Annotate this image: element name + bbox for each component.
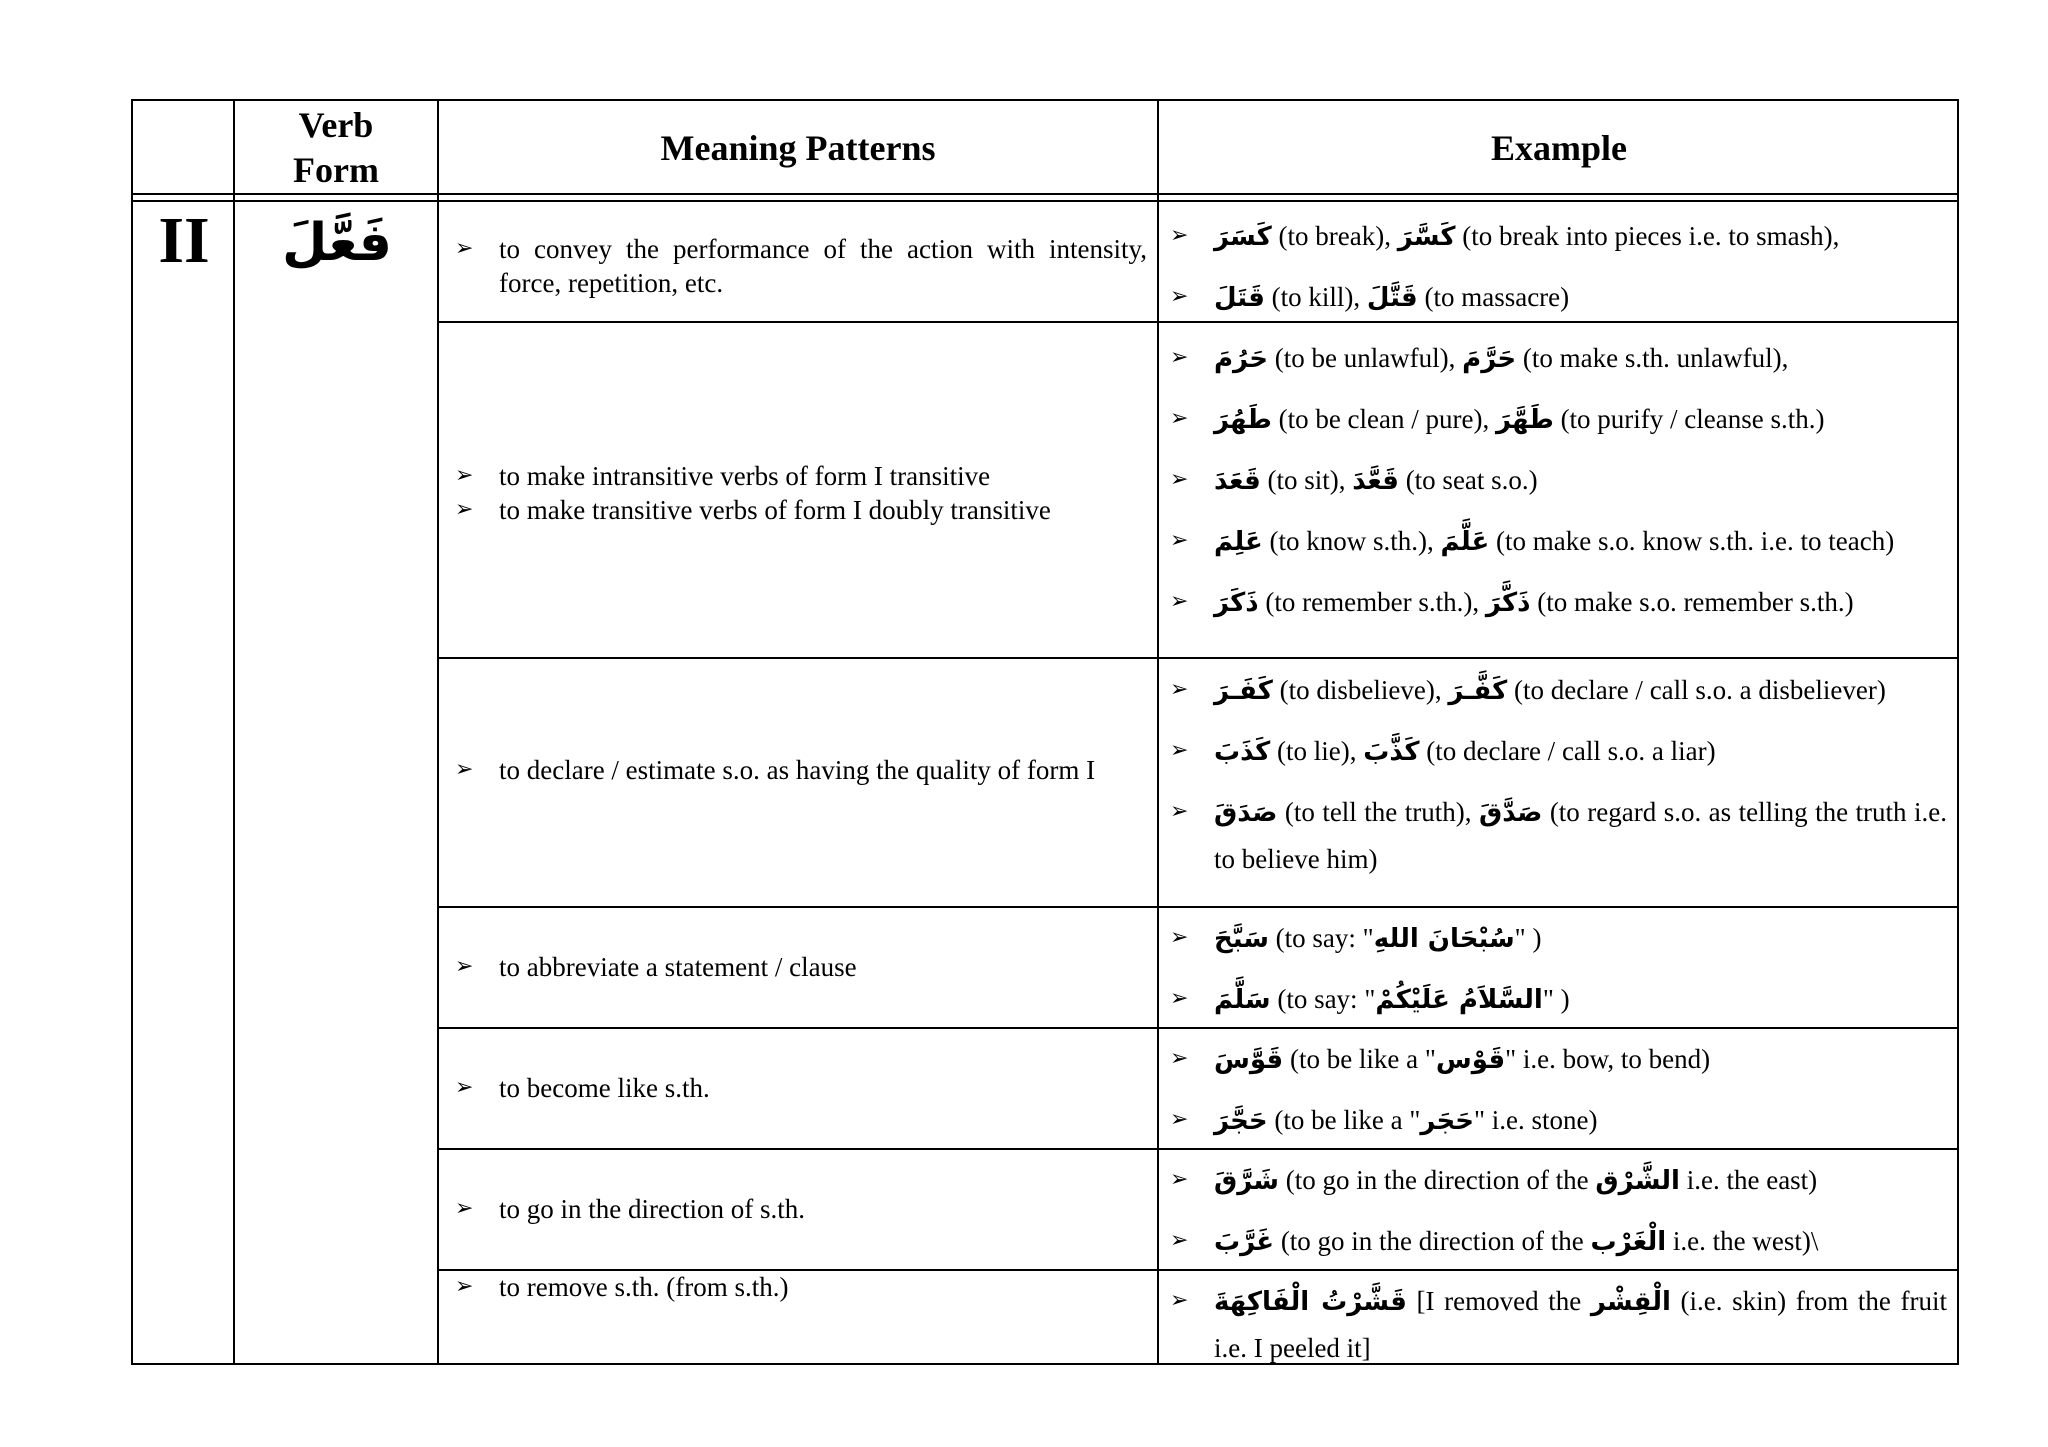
header-meaning-patterns — [439, 101, 1157, 195]
arabic-word: قَوْس — [1435, 1045, 1506, 1075]
example-text: (to kill), — [1264, 282, 1367, 312]
example-entry — [1170, 213, 1947, 260]
bullet-arrow-icon: ➢ — [455, 954, 474, 979]
bullet-arrow-icon: ➢ — [1170, 284, 1189, 309]
header-verb-form-label: Verb Form — [293, 105, 379, 190]
bullet-arrow-icon: ➢ — [1170, 345, 1189, 370]
example-text: (to be like a " — [1267, 1105, 1421, 1135]
meaning-pattern-text: to convey the performance of the action with intensity, force, repetition, etc. — [499, 234, 1147, 298]
arabic-word: الْقِشْر — [1590, 1287, 1671, 1317]
verb-form-table — [131, 99, 1959, 1365]
example-cell — [1159, 1278, 1959, 1371]
form-pattern-arabic: فَعَّلَ — [282, 213, 392, 273]
meaning-pattern — [455, 1270, 1147, 1304]
example-cell — [1159, 915, 1959, 1023]
example-entry — [1170, 457, 1947, 504]
example-text: (to disbelieve), — [1272, 675, 1449, 705]
example-text: (to break into pieces i.e. to smash), — [1455, 221, 1840, 251]
bullet-arrow-icon: ➢ — [1170, 406, 1189, 431]
example-text: (to sit), — [1260, 465, 1353, 495]
example-entry — [1170, 728, 1947, 775]
meaning-pattern-text: to remove s.th. (from s.th.) — [499, 1272, 789, 1302]
example-text: (to be like a " — [1283, 1044, 1436, 1074]
arabic-word: حَجَر — [1420, 1106, 1475, 1136]
example-entry — [1170, 274, 1947, 321]
arabic-word: عَلَّمَ — [1440, 527, 1490, 557]
example-entry — [1170, 1036, 1947, 1083]
bullet-arrow-icon: ➢ — [455, 463, 474, 488]
meaning-cell — [439, 1270, 1159, 1304]
example-cell — [1159, 213, 1959, 321]
header-verb-form — [235, 101, 437, 195]
arabic-word: كَفَّـرَ — [1448, 676, 1508, 706]
arabic-word: صَدَقَ — [1214, 798, 1278, 828]
arabic-word: كَذَبَ — [1214, 737, 1271, 767]
bullet-arrow-icon: ➢ — [455, 497, 474, 522]
meaning-cell — [439, 1192, 1159, 1226]
bullet-arrow-icon: ➢ — [1170, 589, 1189, 614]
example-cell — [1159, 667, 1959, 882]
example-cell — [1159, 1036, 1959, 1144]
column-divider — [233, 101, 235, 1363]
bullet-arrow-icon: ➢ — [1170, 528, 1189, 553]
example-text: " i.e. bow, to bend) — [1505, 1044, 1711, 1074]
header-example — [1159, 101, 1959, 195]
row-divider — [437, 906, 1957, 908]
bullet-arrow-icon: ➢ — [455, 1274, 474, 1299]
arabic-word: الْغَرْب — [1590, 1227, 1667, 1257]
meaning-cell — [439, 232, 1159, 300]
arabic-word: حَجَّرَ — [1214, 1106, 1268, 1136]
example-cell — [1159, 335, 1959, 626]
example-text: " ) — [1514, 923, 1542, 953]
bullet-arrow-icon: ➢ — [1170, 1228, 1189, 1253]
meaning-pattern — [455, 1071, 1147, 1105]
example-text: (i.e. skin) from the fruit i.e. I peeled it] — [1214, 1286, 1947, 1363]
example-entry — [1170, 789, 1947, 882]
meaning-pattern-text: to abbreviate a statement / clause — [499, 952, 857, 982]
example-text: (to be clean / pure), — [1271, 404, 1496, 434]
example-entry — [1170, 518, 1947, 565]
meaning-pattern-text: to declare / estimate s.o. as having the quality of form I — [499, 755, 1096, 785]
bullet-arrow-icon: ➢ — [455, 1196, 474, 1221]
bullet-arrow-icon: ➢ — [455, 236, 474, 261]
example-entry — [1170, 976, 1947, 1023]
meaning-cell — [439, 1071, 1159, 1105]
arabic-word: قَعَدَ — [1214, 466, 1261, 496]
bullet-arrow-icon: ➢ — [1170, 1288, 1189, 1313]
example-text: (to declare / call s.o. a liar) — [1419, 736, 1716, 766]
meaning-pattern-text: to make intransitive verbs of form I transitive — [499, 461, 991, 491]
arabic-word: شَرَّقَ — [1214, 1166, 1279, 1196]
bullet-arrow-icon: ➢ — [1170, 677, 1189, 702]
arabic-word: الشَّرْق — [1595, 1166, 1680, 1196]
example-text: i.e. the east) — [1679, 1165, 1818, 1195]
example-text: [I removed the — [1406, 1286, 1591, 1316]
example-cell — [1159, 1157, 1959, 1265]
example-text: (to lie), — [1270, 736, 1364, 766]
example-text: (to declare / call s.o. a disbeliever) — [1507, 675, 1886, 705]
example-text: (to seat s.o.) — [1398, 465, 1538, 495]
example-text: (to tell the truth), — [1277, 797, 1479, 827]
example-text: (to purify / cleanse s.th.) — [1553, 404, 1825, 434]
arabic-word: صَدَّقَ — [1478, 798, 1543, 828]
example-entry — [1170, 1097, 1947, 1144]
example-text: (to regard s.o. as telling the truth i.e. to believe him) — [1214, 797, 1947, 874]
header-example-label: Example — [1490, 127, 1627, 168]
meaning-cell — [439, 459, 1159, 527]
arabic-word: سَبَّحَ — [1214, 924, 1269, 954]
meaning-pattern — [455, 950, 1147, 984]
bullet-arrow-icon: ➢ — [1170, 986, 1189, 1011]
arabic-word: غَرَّبَ — [1214, 1227, 1275, 1257]
arabic-word: طَهُرَ — [1214, 405, 1272, 435]
arabic-word: كَسَرَ — [1214, 222, 1272, 252]
bullet-arrow-icon: ➢ — [1170, 925, 1189, 950]
arabic-word: قَشَّرْتُ الْفَاكِهَةَ — [1214, 1287, 1407, 1317]
arabic-word: ذَكَرَ — [1214, 588, 1259, 618]
arabic-word: حَرُمَ — [1214, 344, 1268, 374]
example-entry — [1170, 667, 1947, 714]
arabic-word: طَهَّرَ — [1495, 405, 1554, 435]
example-text: (to make s.o. know s.th. i.e. to teach) — [1489, 526, 1895, 556]
arabic-word: حَرَّمَ — [1462, 344, 1517, 374]
bullet-arrow-icon: ➢ — [1170, 467, 1189, 492]
example-text: (to massacre) — [1417, 282, 1570, 312]
example-text: (to go in the direction of the — [1274, 1226, 1591, 1256]
bullet-arrow-icon: ➢ — [1170, 799, 1189, 824]
example-text: " i.e. stone) — [1474, 1105, 1598, 1135]
example-text: (to go in the direction of the — [1279, 1165, 1596, 1195]
arabic-word: قَتَّلَ — [1366, 283, 1418, 313]
meaning-pattern-text: to go in the direction of s.th. — [499, 1194, 805, 1224]
row-divider — [437, 1148, 1957, 1150]
meaning-pattern — [455, 459, 1147, 493]
arabic-word: كَذَّبَ — [1363, 737, 1420, 767]
example-entry — [1170, 1218, 1947, 1265]
example-text: (to say: " — [1270, 984, 1376, 1014]
bullet-arrow-icon: ➢ — [1170, 1107, 1189, 1132]
meaning-cell — [439, 950, 1159, 984]
arabic-word: سُبْحَانَ اللهِ — [1373, 924, 1515, 954]
arabic-word: كَفَـرَ — [1214, 676, 1273, 706]
example-text: (to be unlawful), — [1267, 343, 1463, 373]
example-entry — [1170, 1157, 1947, 1204]
example-text: i.e. the west)\ — [1666, 1226, 1819, 1256]
bullet-arrow-icon: ➢ — [455, 757, 474, 782]
example-text: (to say: " — [1268, 923, 1374, 953]
meaning-pattern-text: to make transitive verbs of form I doubly transitive — [499, 495, 1051, 525]
meaning-pattern — [455, 493, 1147, 527]
example-entry — [1170, 915, 1947, 962]
example-text: " ) — [1542, 984, 1570, 1014]
example-entry — [1170, 579, 1947, 626]
arabic-word: عَلِمَ — [1214, 527, 1263, 557]
example-entry — [1170, 396, 1947, 443]
arabic-word: قَتَلَ — [1214, 283, 1265, 313]
meaning-pattern — [455, 753, 1147, 787]
example-text: (to remember s.th.), — [1258, 587, 1486, 617]
bullet-arrow-icon: ➢ — [1170, 1167, 1189, 1192]
example-entry — [1170, 1278, 1947, 1371]
arabic-word: قَوَّسَ — [1214, 1045, 1284, 1075]
arabic-word: السَّلاَمُ عَلَيْكُمْ — [1375, 985, 1543, 1015]
example-text: (to know s.th.), — [1262, 526, 1441, 556]
meaning-pattern-text: to become like s.th. — [499, 1073, 710, 1103]
arabic-word: قَعَّدَ — [1352, 466, 1399, 496]
row-divider — [437, 1027, 1957, 1029]
meaning-cell — [439, 753, 1159, 787]
row-divider — [437, 321, 1957, 323]
bullet-arrow-icon: ➢ — [1170, 223, 1189, 248]
arabic-word: كَسَّرَ — [1397, 222, 1456, 252]
meaning-pattern — [455, 232, 1147, 300]
example-entry — [1170, 335, 1947, 382]
example-text: (to make s.th. unlawful), — [1516, 343, 1789, 373]
row-divider — [437, 657, 1957, 659]
bullet-arrow-icon: ➢ — [455, 1075, 474, 1100]
arabic-word: ذَكَّرَ — [1485, 588, 1531, 618]
example-text: (to make s.o. remember s.th.) — [1530, 587, 1854, 617]
bullet-arrow-icon: ➢ — [1170, 738, 1189, 763]
header-divider — [133, 200, 1957, 202]
arabic-word: سَلَّمَ — [1214, 985, 1271, 1015]
header-meaning-patterns-label: Meaning Patterns — [660, 127, 936, 168]
example-text: (to break), — [1271, 221, 1398, 251]
meaning-pattern — [455, 1192, 1147, 1226]
bullet-arrow-icon: ➢ — [1170, 1046, 1189, 1071]
form-number: II — [158, 204, 210, 277]
